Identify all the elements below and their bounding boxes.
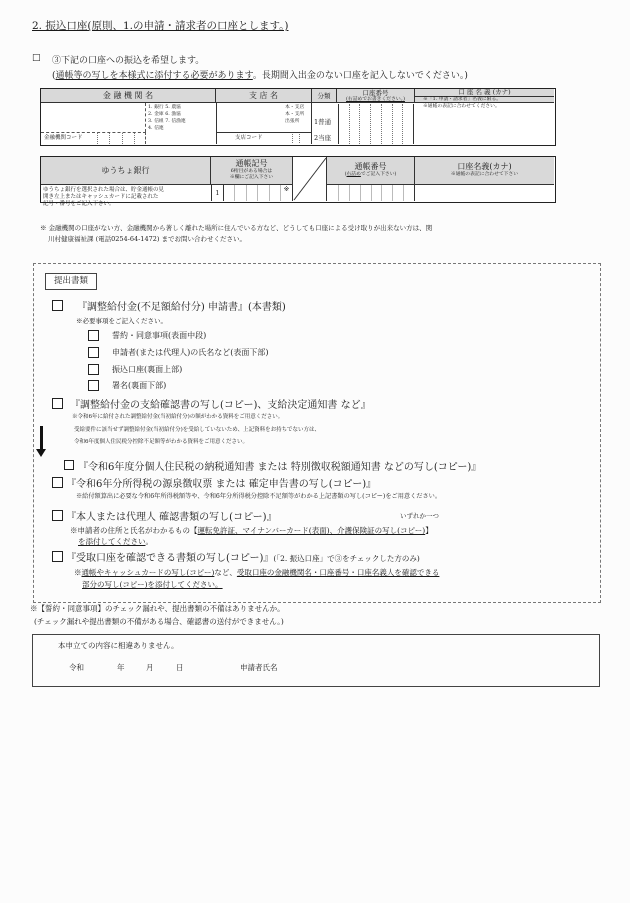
doc-income-tax-checkbox[interactable] — [52, 477, 63, 488]
doc-confirmation-note-1: ※令和6年に給付された調整給付金(当初給付分)の額がわかる資料をご用意ください。 — [72, 414, 284, 420]
doc-bank-proof-note-2: 部分の写し(コピー)を添付してください。 — [82, 580, 223, 589]
date-month-input[interactable] — [128, 660, 144, 672]
no-account-note-2: 川村健康福祉課 (電話0254-64-1472) までお問い合わせください。 — [48, 235, 246, 243]
header-yucho: ゆうちょ銀行 — [41, 157, 211, 185]
check-warning-1: ※【誓約・同意事項】のチェック漏れや、提出書類の不備はありませんか。 — [30, 604, 285, 613]
doc-identity-note-2: を添付してください。 — [78, 537, 153, 546]
header-passbook-symbol: 通帳記号 6桁目がある場合は ※欄にご記入下さい — [211, 157, 293, 185]
transfer-option-label: ③下記の口座への振込を希望します。 — [52, 56, 205, 66]
holder-note-1: ※「1. 申請・請求者」名義に限る。 — [423, 97, 502, 102]
date-day-input[interactable] — [158, 660, 174, 672]
doc-identity-aside: いずれか一つ — [400, 512, 439, 520]
account-type-checking[interactable]: 2当座 — [314, 134, 332, 142]
doc-bank-proof-title: 『受取口座を確認できる書類の写し(コピー)』(「2. 振込口座」で③をチェックした方のみ) — [66, 553, 420, 564]
header-holder-name: 口 座 名 義 (カナ) — [415, 89, 554, 96]
holder-name-field[interactable] — [416, 111, 554, 144]
subitem-pledge-checkbox[interactable] — [88, 330, 99, 341]
doc-identity-note: ※申請者の住所と氏名がわかるもの【運転免許証、マイナンバーカード(表面)、介護保険証の写し(コピー)】 — [70, 526, 433, 535]
branch-code-label: 支店コード — [235, 135, 263, 141]
submission-documents-label: 提出書類 — [45, 273, 97, 290]
arrow-down-icon-head — [36, 449, 46, 457]
branch-types: 本・支店 本・支所 出張所 — [285, 105, 305, 124]
applicant-name-input[interactable] — [288, 658, 588, 674]
header-branch-name: 支 店 名 — [216, 89, 312, 103]
date-era-label: 令和 — [69, 663, 84, 672]
doc-bank-proof-checkbox[interactable] — [52, 551, 63, 562]
institution-code-label: 金融機関コード — [44, 135, 83, 141]
branch-code-row — [216, 132, 312, 144]
doc-confirmation-note-3: 令和6年度個人住民税分控除不足額等がわかる資料をご用意ください。 — [74, 439, 249, 445]
holder-note-2: ※通帳の表記に合わせてください。 — [423, 104, 500, 109]
account-type-ordinary[interactable]: 1普通 — [314, 118, 332, 126]
yucho-account-table — [40, 156, 556, 207]
subitem-signature-checkbox[interactable] — [88, 380, 99, 391]
section-title: 2. 振込口座(原則、1.の申請・請求者の口座とします。) — [32, 20, 289, 32]
check-warning-2: (チェック漏れや提出書類の不備がある場合、確認書の送付ができません。) — [34, 617, 284, 626]
bank-account-table — [40, 88, 556, 146]
doc-application-title: 『調整給付金(不足額給付分) 申請書』(本書類) — [77, 302, 286, 313]
yucho-instruction: ゆうちょ銀行を選択された場合は、貯金通帳の見 開き左上またはキャッシュカードに記載された 記号・番号をご記入下さい。 — [43, 187, 165, 207]
subitem-applicant-label: 申請者(または代理人)の氏名など(表面下部) — [112, 348, 269, 357]
transfer-option-checkbox[interactable]: □ — [32, 53, 41, 63]
arrow-down-icon — [40, 426, 43, 451]
header-account-type: 分類 — [312, 89, 337, 103]
doc-bank-proof-note: ※通帳やキャッシュカードの写し(コピー)など、受取口座の金融機関名・口座番号・口座名義人を確認できる — [74, 568, 440, 577]
account-number-input[interactable] — [338, 104, 414, 144]
doc-confirmation-note-2: 受給要件に該当せず調整給付金(当初給付分)を受給していないため、上記資料をお持ちでない方は、 — [74, 427, 321, 433]
branch-name-field[interactable] — [216, 103, 312, 132]
doc-identity-checkbox[interactable] — [52, 510, 63, 521]
doc-confirmation-checkbox[interactable] — [52, 398, 63, 409]
passbook-symbol-input[interactable]: 1 ※ — [211, 185, 293, 201]
header-yucho-holder: 口座名義(カナ) ※通帳の表記に合わせて下さい — [415, 157, 554, 185]
branch-code-input[interactable] — [285, 134, 307, 143]
attach-required-note: 通帳等の写しを本様式に添付する必要があります — [55, 71, 253, 81]
passbook-number-input[interactable] — [328, 185, 415, 201]
doc-identity-title: 『本人または代理人 確認書類の写し(コピー)』 — [66, 512, 277, 523]
subitem-pledge-label: 誓約・同意事項(表面中段) — [112, 331, 207, 340]
no-account-note-1: ※ 金融機関の口座がない方、金融機関から著しく離れた場所に住んでいる方など、どうしても口座による受け取りが出来ない方は、関 — [40, 224, 433, 232]
header-institution-name: 金 融 機 関 名 — [41, 89, 216, 103]
doc-residence-tax-title: 『令和6年度分個人住民税の納税通知書 または 特別徴収税額通知書 などの写し(コピー)』 — [78, 462, 482, 473]
date-day-label: 日 — [176, 663, 184, 672]
subitem-account-checkbox[interactable] — [88, 364, 99, 375]
doc-income-tax-note: ※給付額算出に必要な令和6年所得税額等や、令和6年分所得税分控除不足額等がわかる上記書類の写し(コピー)をご用意ください。 — [76, 493, 442, 500]
doc-residence-tax-checkbox[interactable] — [64, 460, 74, 470]
subitem-signature-label: 署名(裏面下部) — [112, 381, 167, 390]
declaration-statement: 本申立ての内容に相違ありません。 — [58, 641, 179, 650]
institution-code-row — [41, 132, 146, 144]
subitem-account-label: 振込口座(裏面上部) — [112, 365, 183, 374]
header-passbook-number: 通帳番号 (右詰めでご記入下さい) — [327, 157, 415, 185]
sixth-digit-mark: ※ — [280, 185, 292, 201]
date-year-label: 年 — [117, 663, 125, 672]
doc-application-note: ※必要事項をご記入ください。 — [76, 317, 167, 325]
unused-cell — [293, 157, 327, 201]
institution-types: 1. 銀行 5. 農協 2. 金庫 6. 漁協 3. 信組 7. 信漁連 4. 信連 — [148, 105, 186, 131]
date-year-input[interactable] — [86, 660, 114, 672]
doc-confirmation-title: 『調整給付金の支給確認書の写し(コピー)、支給決定通知書 など』 — [70, 400, 371, 411]
doc-application-checkbox[interactable] — [52, 300, 63, 311]
subitem-applicant-checkbox[interactable] — [88, 347, 99, 358]
institution-code-input[interactable] — [97, 133, 146, 144]
doc-income-tax-title: 『令和6年分所得税の源泉徴収票 または 確定申告書の写し(コピー)』 — [66, 479, 377, 490]
institution-name-field[interactable] — [41, 103, 146, 132]
applicant-name-label: 申請者氏名 — [240, 663, 278, 672]
transfer-option-note: (通帳等の写しを本様式に添付する必要があります。長期間入出金のない口座を記入しないでください。) — [52, 71, 468, 81]
yucho-holder-field[interactable] — [416, 185, 554, 201]
header-account-number: 口座番号 (右詰めでお書きください。) — [337, 89, 415, 103]
date-month-label: 月 — [146, 663, 154, 672]
